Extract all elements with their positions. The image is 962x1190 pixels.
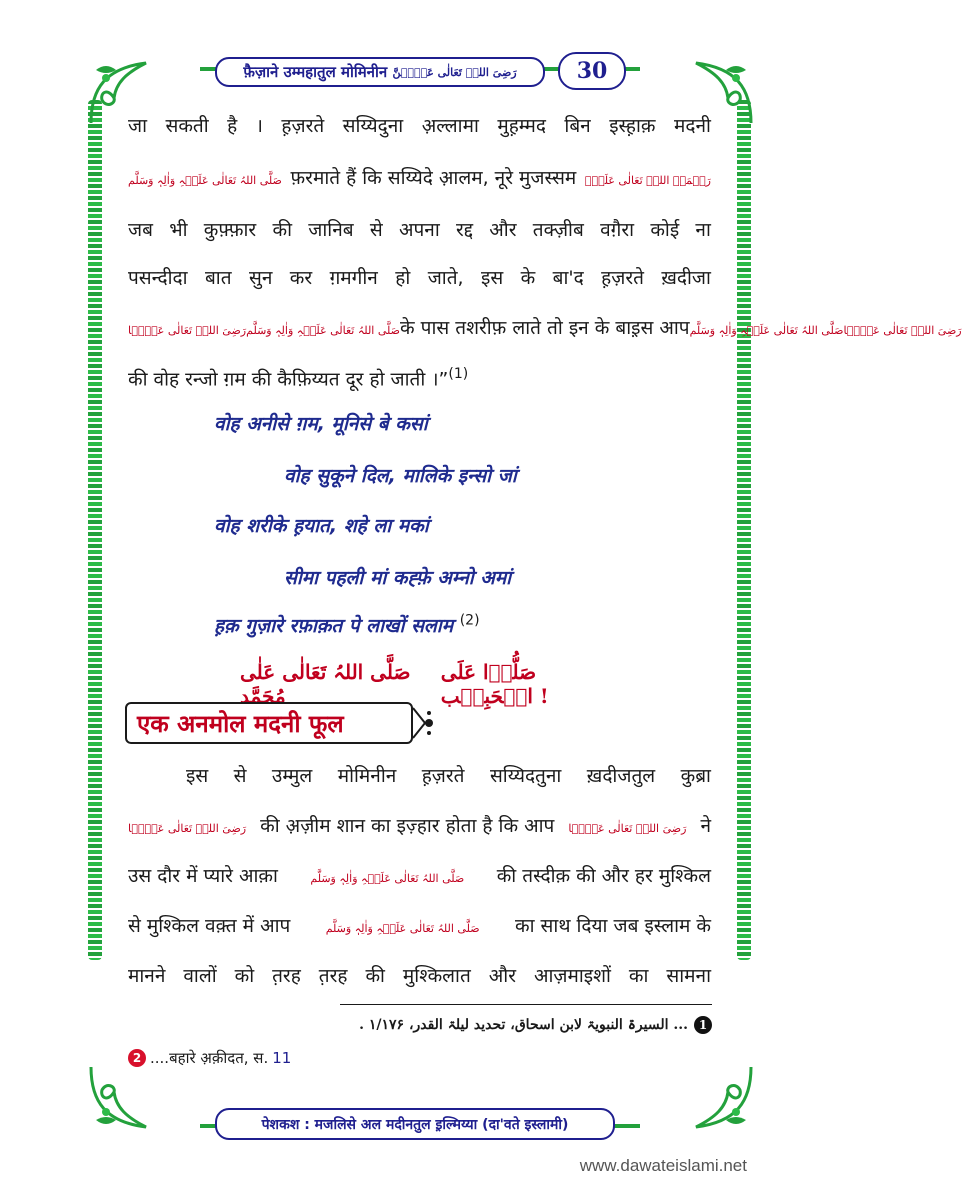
website-url: www.dawateislami.net — [579, 1156, 747, 1175]
section-line-2: رَضِیَ اللہُ تَعَالٰی عَنۡہَا की अ़ज़ीम शान का इज़्हार होता है कि आप رَضِیَ اللہُ تَعَالٰی عَنۡہَا ने — [128, 815, 711, 837]
body-line-3: जब भी कुफ़्फ़ार की जानिब से अपना रद्द और तक्ज़ीब वग़ैरा कोई ना — [128, 219, 711, 241]
frame-left-border — [88, 100, 102, 960]
footnote-2-text: ....बहारे अ़क़ीदत, स. — [150, 1049, 269, 1067]
body-line-1: जा सकती है । ह़ज़रते सय्यिदुना अ़ल्लामा मुह़म्मद बिन इस्ह़ाक़ मदनी — [128, 115, 711, 137]
durood-left: صَلُّوۡا عَلَی الۡحَبِیۡب ! — [440, 660, 549, 708]
poem-verse-3: वोह शरीके ह़यात, शहे ला मकां — [214, 515, 429, 537]
honorific-rahmatullah: رَحۡمَۃُ اللہِ تَعَالٰی عَلَیۡہ — [584, 174, 711, 187]
header-honorific: رَضِیَ اللہُ تَعَالٰی عَنۡہُنَّ — [392, 65, 517, 79]
heading-ornament-icon — [411, 706, 437, 740]
footnote-ref-1: (1) — [448, 366, 469, 382]
publisher-footer: पेशकश : मजलिसे अल मदीनतुल इ़ल्मिय्या (दा'वते इस्लामी) — [215, 1108, 615, 1140]
section-line-5: मानने वालों को त़रह त़रह की मुश्किलात और आज़माइशों का सामना — [128, 965, 711, 987]
page-number: 30 — [558, 52, 626, 90]
footnote-2-page: 11 — [272, 1049, 292, 1067]
poem-verse-2: वोह सुकूने दिल, मालिके इन्सो जां — [284, 465, 517, 487]
section-line-4: से मुश्किल वक़्त में आप صَلَّی اللہُ تَعَالٰی عَلَیۡہِ وَاٰلِہٖ وَسَلَّم का साथ दिया जब इस्लाम के — [128, 915, 711, 937]
corner-ornament-bottom-right-icon — [686, 1062, 756, 1132]
poem-verse-4: सीमा पहली मां कह्फ़े अम्नो अमां — [284, 567, 512, 589]
footnote-divider — [340, 1004, 712, 1005]
durood-right: صَلَّی اللہُ تَعَالٰی عَلٰی مُحَمَّد — [240, 660, 411, 708]
section-line-1: इस से उम्मुल मोमिनीन ह़ज़रते सय्यिदतुना ख़दीजतुल कुब्रा — [186, 765, 711, 787]
section-line-3: उस दौर में प्यारे आक़ा صَلَّی اللہُ تَعَالٰی عَلَیۡہِ وَاٰلِہٖ وَسَلَّم की तस्दीक़ की और हर मुश्किल — [128, 865, 711, 887]
footnote-2-number: 2 — [128, 1049, 146, 1067]
footnote-ref-2: (2) — [459, 612, 480, 629]
body-line-5: رَضِیَ اللہُ تَعَالٰی عَنۡہَا صَلَّی اللہُ تَعَالٰی عَلَیۡہِ وَاٰلِہٖ وَسَلَّم के पास तशरीफ़ लाते तो इन के बाइ़स आप صَلَّی اللہُ تَعَالٰی عَلَیۡہِ وَاٰلِہٖ وَسَلَّم رَضِیَ اللہُ تَعَالٰی عَنۡہَا — [128, 317, 962, 339]
footnote-2 — [128, 1048, 291, 1068]
section-heading: एक अनमोल मदनी फूल — [125, 702, 413, 744]
corner-ornament-bottom-left-icon — [86, 1062, 156, 1132]
book-title-header — [215, 57, 545, 87]
poem-verse-1: वोह अनीसे ग़म, मूनिसे बे कसां — [214, 413, 428, 435]
frame-right-border — [737, 100, 751, 960]
body-line-6: की वोह रन्जो ग़म की कैफ़िय्यत दूर हो जाती ।”$^{(1)}$ — [128, 366, 469, 391]
poem-verse-5: ह़क़ गुज़ारे रफ़ाक़त पे लाखों सलाम $^{(2)}$ — [214, 612, 480, 637]
footnote-1-text: ... السیرۃ النبویۃ لابن اسحاق، تحدید لیلۃ القدر، ۱/۱۷۶ . — [359, 1017, 688, 1033]
honorific-sallallah: صَلَّی اللہُ تَعَالٰی عَلَیۡہِ وَاٰلِہٖ وَسَلَّم — [128, 174, 282, 187]
footnote-1-number: 1 — [694, 1016, 712, 1034]
durood-line — [240, 660, 630, 708]
body-line-4: पसन्दीदा बात सुन कर ग़मगीन हो जाते, इस के बा'द ह़ज़रते ख़दीजा — [128, 267, 711, 289]
body-line-2: صَلَّی اللہُ تَعَالٰی عَلَیۡہِ وَاٰلِہٖ وَسَلَّم फ़रमाते हैं कि सय्यिदे आ़लम, नूरे मुजस्सम رَحۡمَۃُ اللہِ تَعَالٰی عَلَیۡہ — [128, 164, 711, 195]
book-title: फ़ैज़ाने उम्महातुल मोमिनीन — [243, 63, 388, 81]
footnote-1 — [330, 1016, 712, 1034]
